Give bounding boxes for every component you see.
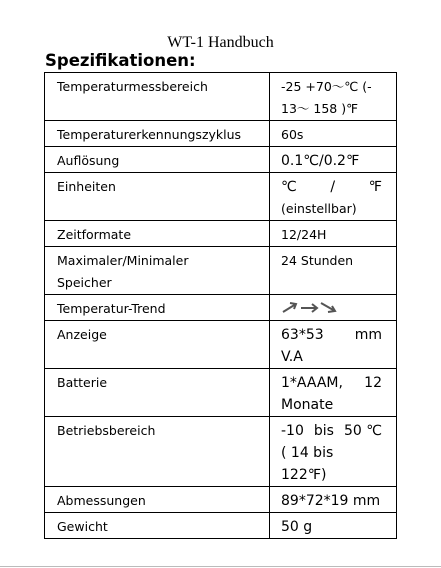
display-unit: mm <box>354 327 382 343</box>
spec-value-time-format: 12/24H <box>270 221 397 247</box>
operating-min: -10 <box>281 423 304 439</box>
operating-max: 50 ℃ <box>343 423 382 439</box>
table-row <box>45 247 397 295</box>
spec-value-weight: 50 g <box>270 513 397 539</box>
spec-label-weight: Gewicht <box>45 513 270 539</box>
battery-life: 12 <box>364 375 382 391</box>
table-row <box>45 295 397 321</box>
spec-label-dimensions: Abmessungen <box>45 487 270 513</box>
spec-value-temperature-trend <box>270 295 397 321</box>
operating-line1 <box>281 420 382 442</box>
spec-label-temperature-range: Temperaturmessbereich <box>45 73 270 121</box>
operating-bis: bis <box>313 423 334 439</box>
unit-fahrenheit: ℉ <box>368 179 382 195</box>
units-line <box>281 176 382 198</box>
table-row <box>45 73 397 121</box>
spec-table <box>44 72 397 539</box>
table-row <box>45 173 397 221</box>
spec-value-maxmin-memory: 24 Stunden <box>270 247 397 295</box>
spec-label-units: Einheiten <box>45 173 270 221</box>
temperature-range-line1: -25 +70～℃ (- <box>281 79 372 94</box>
spec-label-temperature-trend: Temperatur-Trend <box>45 295 270 321</box>
operating-line2: ( 14 bis 122℉) <box>281 445 334 483</box>
spec-label-battery: Batterie <box>45 369 270 417</box>
document-header: WT-1 Handbuch <box>167 34 274 51</box>
temperature-range-line2: 13～ 158 )℉ <box>281 101 358 116</box>
spec-label-maxmin-memory <box>45 247 270 295</box>
spec-label-operating-range: Betriebsbereich <box>45 417 270 487</box>
spec-value-resolution: 0.1℃/0.2℉ <box>270 147 397 173</box>
maxmin-label-line2: Speicher <box>57 275 112 290</box>
unit-celsius: ℃ <box>281 179 297 195</box>
table-row <box>45 121 397 147</box>
spec-label-resolution: Auflösung <box>45 147 270 173</box>
maxmin-label-line1: Maximaler/Minimaler <box>57 253 189 268</box>
trend-arrows-icon <box>281 299 337 315</box>
display-line2: V.A <box>281 349 303 365</box>
spec-value-battery <box>270 369 397 417</box>
spec-value-dimensions: 89*72*19 mm <box>270 487 397 513</box>
battery-line2: Monate <box>281 397 334 413</box>
spec-value-operating-range <box>270 417 397 487</box>
spec-value-units <box>270 173 397 221</box>
display-line1 <box>281 324 382 346</box>
spec-label-detection-cycle: Temperaturerkennungszyklus <box>45 121 270 147</box>
units-note: (einstellbar) <box>281 201 357 216</box>
table-row <box>45 417 397 487</box>
table-row <box>45 487 397 513</box>
spec-value-temperature-range <box>270 73 397 121</box>
unit-separator: / <box>330 179 336 195</box>
battery-line1 <box>281 372 382 394</box>
page-bottom-rule <box>0 566 441 567</box>
display-size: 63*53 <box>281 327 324 343</box>
section-title: Spezifikationen: <box>45 51 196 70</box>
table-row <box>45 369 397 417</box>
table-row <box>45 513 397 539</box>
spec-value-detection-cycle: 60s <box>270 121 397 147</box>
table-row <box>45 221 397 247</box>
battery-type: 1*AAAM, <box>281 375 343 391</box>
spec-label-time-format: Zeitformate <box>45 221 270 247</box>
spec-label-display: Anzeige <box>45 321 270 369</box>
table-row <box>45 147 397 173</box>
table-row <box>45 321 397 369</box>
spec-value-display <box>270 321 397 369</box>
